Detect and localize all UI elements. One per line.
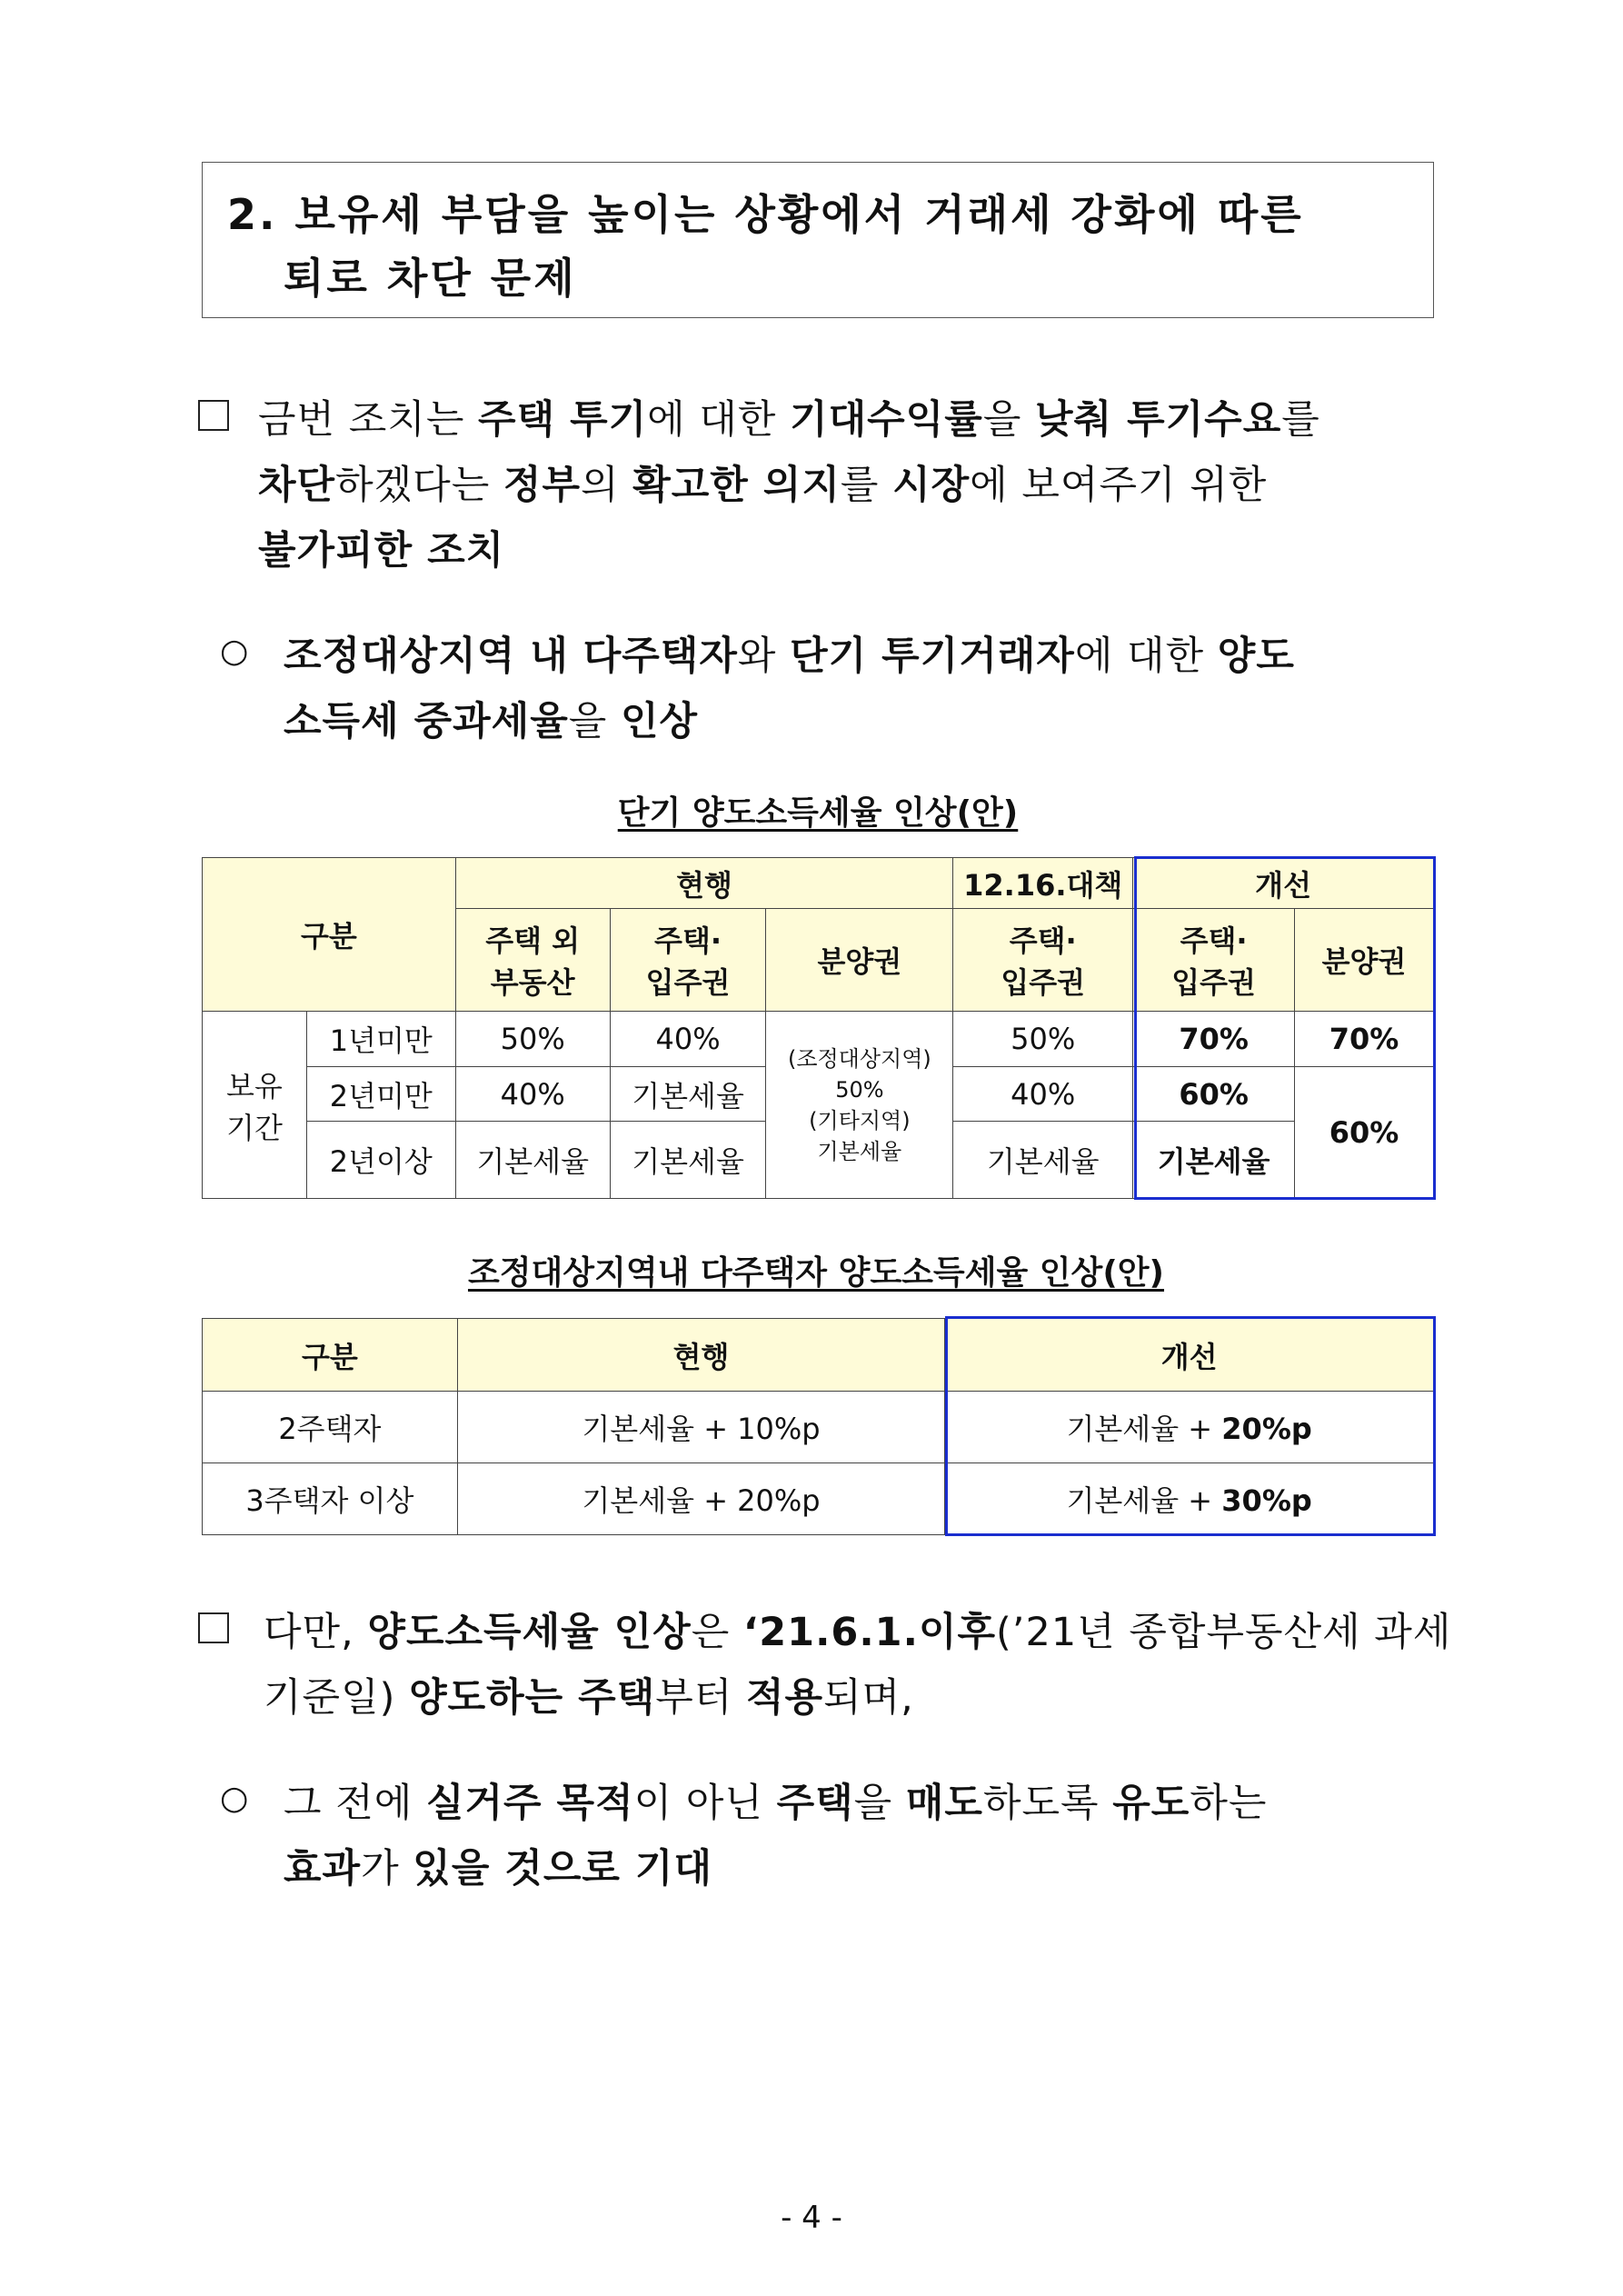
imp-add-text: 20%p (1221, 1412, 1312, 1446)
text-run: 부터 (655, 1675, 747, 1721)
bold-text-run: 확고한 의지 (632, 463, 841, 508)
hdr-1216: 12.16.대책 (953, 858, 1133, 909)
table-cell: 기본세율 + 20%p (457, 1463, 945, 1535)
text-run: 을 (568, 699, 621, 744)
text-run: 가 (361, 1846, 413, 1892)
para2-line2 (264, 1667, 914, 1722)
table-cell: 3주택자 이상 (203, 1463, 458, 1535)
text-run: 하도록 (982, 1781, 1113, 1826)
sub-imp-presale: 분양권 (1295, 909, 1434, 1012)
bold-text-run: 단기 투기거래자 (790, 634, 1075, 679)
text-run: 에 대한 (1074, 634, 1218, 679)
t2-hdr-current: 현행 (457, 1319, 945, 1392)
hdr-improve: 개선 (1133, 858, 1434, 909)
bold-text-run: 효과 (284, 1846, 362, 1892)
bold-text-run: 조정대상지역 내 다주택자 (284, 634, 738, 679)
table-cell: 40% (455, 1066, 610, 1121)
table-cell: 기본세율 (1133, 1122, 1295, 1199)
table-cell: 50% (953, 1012, 1133, 1066)
text-run: 기준일) (264, 1675, 410, 1721)
text-run: 을 (982, 397, 1036, 443)
bold-text-run: 정부 (503, 463, 581, 508)
period-cell: 2년미만 (306, 1066, 455, 1121)
bold-text-run: 양도하는 주택 (409, 1675, 656, 1721)
text-run: 에 대한 (647, 397, 791, 443)
text-run: 와 (737, 634, 791, 679)
imp-base-text: 기본세율 + (1066, 1483, 1222, 1518)
bullet-circle-icon: ○ (220, 633, 249, 670)
t2-hdr-improve: 개선 (945, 1319, 1434, 1392)
bold-text-run: 주택 (776, 1781, 854, 1826)
period-cell: 2년이상 (306, 1122, 455, 1199)
table-cell: 70% (1295, 1012, 1434, 1066)
bold-text-run: 인상 (620, 699, 699, 744)
sub-presale: 분양권 (766, 909, 953, 1012)
checkbox-square-icon (198, 400, 229, 431)
bold-text-run: 양도 (1217, 634, 1295, 679)
table-cell: 40% (610, 1012, 766, 1066)
table-cell: 기본세율 (455, 1122, 610, 1199)
page-number: - 4 - (781, 2200, 842, 2236)
bold-text-run: 적용 (746, 1675, 824, 1721)
para2-line1 (264, 1602, 1451, 1657)
bold-text-run: ‘21.6.1.이후 (742, 1610, 997, 1655)
text-run: (’21년 종합부동산세 과세 (996, 1610, 1452, 1655)
text-run: 를 (840, 463, 893, 508)
para1-line2 (258, 454, 1267, 510)
para1-line1 (258, 389, 1320, 444)
table-cell: 기본세율 (610, 1066, 766, 1121)
bold-text-run: 매도 (905, 1781, 983, 1826)
text-run: 의 (580, 463, 633, 508)
sub-nonhouse: 주택 외 부동산 (455, 909, 610, 1012)
table2-caption: 조정대상지역내 다주택자 양도소득세율 인상(안) (467, 1254, 1165, 1292)
text-run: 이 아닌 (633, 1781, 777, 1826)
table-cell: 50% (455, 1012, 610, 1066)
text-run: 되며, (823, 1675, 914, 1721)
period-cell: 1년미만 (306, 1012, 455, 1066)
table-cell: 기본세율 (610, 1122, 766, 1199)
short-term-tax-table (202, 857, 1434, 1199)
table-cell (945, 1463, 1434, 1535)
text-run: 를 (1281, 397, 1320, 443)
text-run: 금번 조치는 (258, 397, 479, 443)
presale-current-cell: (조정대상지역) 50% (기타지역) 기본세율 (766, 1012, 953, 1199)
table-cell: 60% (1133, 1066, 1295, 1121)
text-run: 다만, (264, 1610, 368, 1655)
bold-text-run: 유도 (1112, 1781, 1190, 1826)
table-cell: 기본세율 + 10%p (457, 1392, 945, 1463)
bold-text-run: 불가피한 조치 (258, 528, 505, 574)
bold-text-run: 소득세 중과세율 (284, 699, 569, 744)
bold-text-run: 있을 것으로 기대 (413, 1846, 713, 1892)
hdr-gubun: 구분 (203, 858, 456, 1012)
sub-imp-house: 주택· 입주권 (1133, 909, 1295, 1012)
bullet2-line2 (284, 1838, 712, 1893)
bullet1-line1 (284, 625, 1295, 681)
table1-caption: 단기 양도소득세율 인상(안) (617, 794, 1019, 832)
bold-text-run: 양도소득세율 인상 (367, 1610, 692, 1655)
text-run: 을 (853, 1781, 906, 1826)
bold-text-run: 시장 (892, 463, 971, 508)
sub-1216-house: 주택· 입주권 (953, 909, 1133, 1012)
para1-line3 (258, 520, 504, 575)
text-run: 그 전에 (284, 1781, 426, 1826)
sub-house: 주택· 입주권 (610, 909, 766, 1012)
holding-period-label: 보유 기간 (203, 1012, 307, 1199)
hdr-current: 현행 (455, 858, 953, 909)
imp-base-text: 기본세율 + (1066, 1412, 1222, 1446)
table-cell: 40% (953, 1066, 1133, 1121)
section-title-line1: 2. 보유세 부담을 높이는 상황에서 거래세 강화에 따른 (227, 190, 1304, 239)
t2-hdr-gubun: 구분 (203, 1319, 458, 1392)
checkbox-square-icon (198, 1612, 229, 1643)
table-cell (945, 1392, 1434, 1463)
imp-presale-merged-cell: 60% (1295, 1066, 1434, 1198)
bold-text-run: 차단 (258, 463, 336, 508)
bold-text-run: 기대수익률 (790, 397, 983, 443)
bold-text-run: 주택 투기 (478, 397, 648, 443)
text-run: 은 (691, 1610, 743, 1655)
bullet1-line2 (284, 691, 698, 746)
bold-text-run: 실거주 목적 (425, 1781, 634, 1826)
table-cell: 기본세율 (953, 1122, 1133, 1199)
multi-house-tax-table (202, 1318, 1434, 1535)
text-run: 하는 (1190, 1781, 1268, 1826)
imp-add-text: 30%p (1221, 1483, 1312, 1518)
section-title-line2: 퇴로 차단 문제 (284, 254, 577, 303)
bullet-circle-icon: ○ (220, 1780, 249, 1817)
text-run: 에 보여주기 위한 (970, 463, 1268, 508)
bullet2-line1 (284, 1772, 1267, 1828)
table-cell: 70% (1133, 1012, 1295, 1066)
text-run: 하겠다는 (335, 463, 503, 508)
bold-text-run: 낮춰 투기수요 (1035, 397, 1282, 443)
table-cell: 2주택자 (203, 1392, 458, 1463)
